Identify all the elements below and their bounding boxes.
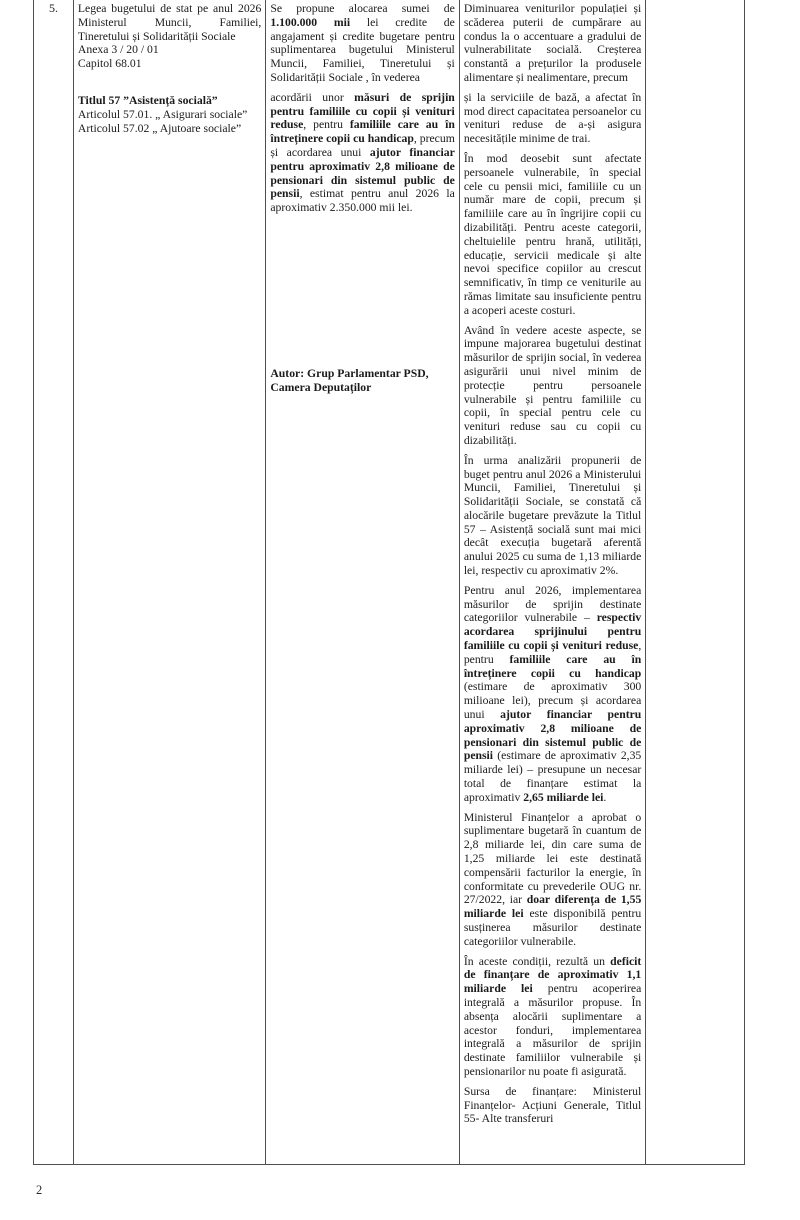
motivation-paragraph-4: Având în vedere aceste aspecte, se impune majorarea bugetului destinat măsurilor de sprijin social, în vederea asigurării unui nivel minim de protecție pentru persoanele vulnerabile și pentru familiile cu copii, în special pentru cele cu venituri reduse sau cu copii cu dizabilități.: [463, 323, 642, 447]
author-line-1: Autor: Grup Parlamentar PSD,: [270, 366, 429, 380]
row-number-cell: [34, 0, 74, 1164]
amendment-table: [33, 0, 745, 1165]
row-number: 5.: [48, 1, 58, 15]
motivation-paragraph-9: Sursa de finanțare: Ministerul Finanțelor- Acțiuni Generale, Titlul 55- Alte transferuri: [463, 1084, 642, 1126]
empty-cell: [646, 0, 744, 1164]
author-line-2: Camera Deputaților: [270, 380, 372, 394]
motivation-paragraph-2: și la serviciile de bază, a afectat în mod direct capacitatea persoanelor cu venituri reduse de a-și asigura necesitățile minime de trai.: [463, 90, 642, 146]
law-article-2: Articolul 57.02 „ Ajutoare sociale”: [77, 121, 242, 135]
motivation-paragraph-3: În mod deosebit sunt afectate persoanele vulnerabile, în special cele cu pensii mici, familiile cu un număr mare de copii, precum și familiile care au în îngrijire copii cu dizabilități. Pentru aceste categorii, cheltuielile pentru hrană, utilități, educație, servicii medicale și alte nevoi specifice copiilor au crescut semnificativ, în timp ce veniturile au rămas limitate sau insuficiente pentru a acoperi aceste costuri.: [463, 151, 642, 317]
law-reference-text: Legea bugetului de stat pe anul 2026 Ministerul Muncii, Familiei, Tineretului și Solidarității Sociale: [77, 2, 262, 43]
law-capitol: Capitol 68.01: [77, 57, 142, 71]
law-reference-cell: [74, 0, 266, 1164]
proposal-cell: [266, 0, 459, 1164]
law-title: Titlul 57 ”Asistență socială”: [77, 93, 218, 107]
motivation-paragraph-6: Pentru anul 2026, implementarea măsurilor de sprijin destinate categoriilor vulnerabile – respectiv acordarea sprijinului pentru familiile cu copii și venituri reduse, pentru familiile care au în întreținere copii cu handicap (estimare de aproximativ 300 milioane lei), precum și acordarea unui ajutor financiar pentru aproximativ 2,8 milioane de pensionari din sistemul public de pensii (estimare de aproximativ 2,35 miliarde lei) – presupune un necesar total de finanțare estimat la aproximativ 2,65 miliarde lei.: [463, 583, 642, 804]
page-number: 2: [36, 1183, 43, 1197]
motivation-paragraph-5: În urma analizării propunerii de buget pentru anul 2026 a Ministerului Muncii, Familiei, Tineretului și Solidarității Sociale, se constată că alocările bugetare prevăzute la Titlul 57 – Asistență socială sunt mai mici decât execuția bugetară aferentă anului 2025 cu suma de 1,13 miliarde lei, respectiv cu aproximativ 2%.: [463, 453, 642, 578]
law-anexa: Anexa 3 / 20 / 01: [77, 43, 159, 57]
proposal-paragraph-2: acordării unor măsuri de sprijin pentru familiile cu copii și venituri reduse, pentru familiile care au în întreținere copii cu handicap, precum și acordarea unui ajutor financiar pentru aproximativ 2,8 milioane de pensionari din sistemul public de pensii, estimat pentru anul 2026 la aproximativ 2.350.000 mii lei.: [270, 90, 455, 215]
author-block: [270, 367, 454, 395]
law-title-block: [78, 94, 261, 135]
proposal-paragraph-1: Se propune alocarea sumei de 1.100.000 mii lei credite de angajament și credite bugetare pentru suplimentarea bugetului Ministerul Muncii, Familiei, Tineretului și Solidarității Sociale , în vederea: [270, 2, 455, 84]
law-article-1: Articolul 57.01. „ Asigurari sociale”: [77, 107, 248, 121]
motivation-paragraph-8: În aceste condiții, rezultă un deficit de finanțare de aproximativ 1,1 miliarde lei pentru acoperirea integrală a măsurilor propuse. În absența alocării suplimentare a acestor fonduri, implementarea integrală a măsurilor de sprijin destinate familiilor vulnerabile și pensionarilor nu poate fi asigurată.: [463, 954, 642, 1078]
motivation-cell: [460, 0, 646, 1164]
motivation-paragraph-7: Ministerul Finanțelor a aprobat o suplimentare bugetară în cuantum de 2,8 miliarde lei, din care suma de 1,25 miliarde lei este destinată compensării facturilor la energie, în conformitate cu prevederile OUG nr. 27/2022, iar doar diferența de 1,55 miliarde lei este disponibilă pentru susținerea măsurilor destinate categoriilor vulnerabile.: [463, 810, 642, 948]
motivation-paragraph-1: Diminuarea veniturilor populației și scăderea puterii de cumpărare au condus la o accentuare a gradului de vulnerabilitate socială. Creșterea constantă a prețurilor la produsele alimentare și nealimentare, precum: [463, 2, 642, 84]
